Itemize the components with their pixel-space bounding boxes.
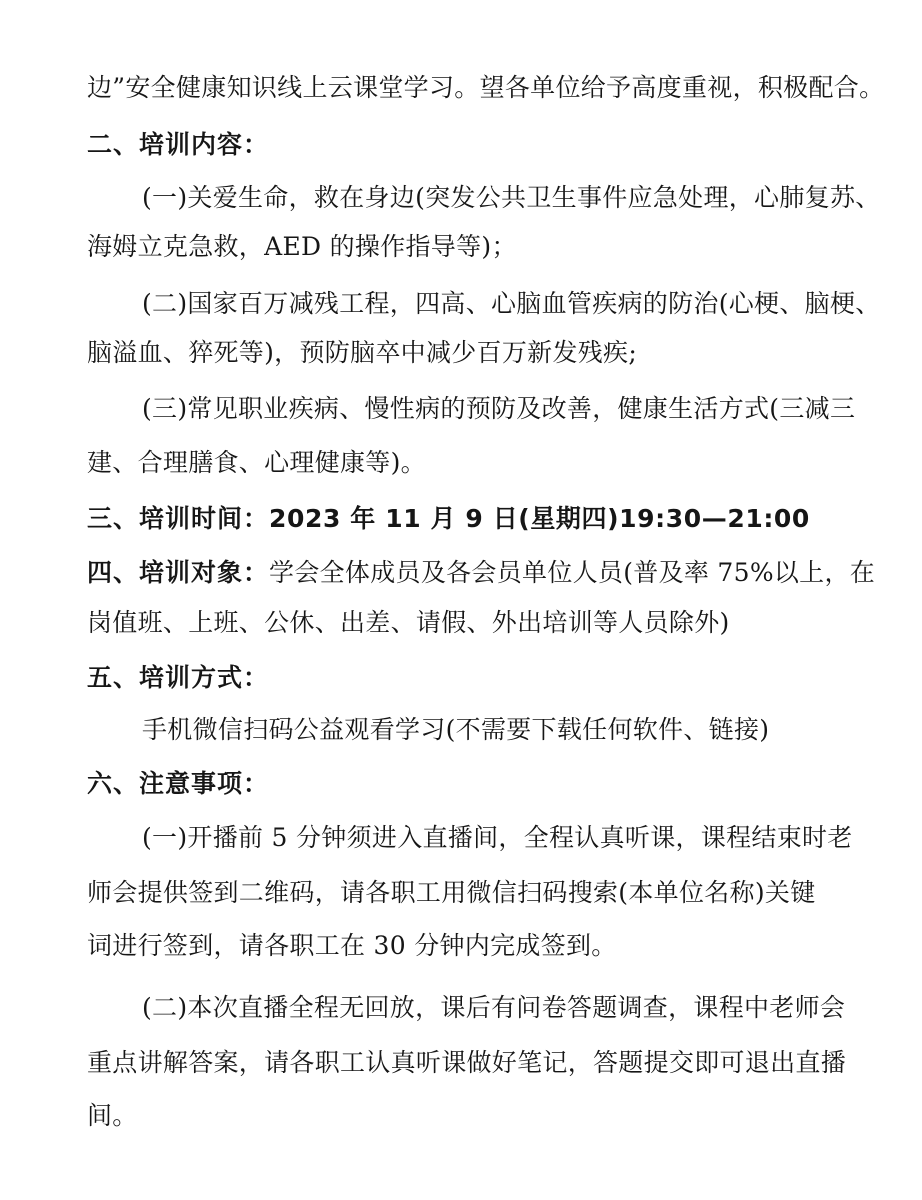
section-4-heading: 四、培训对象： [87,558,270,587]
intro-tail-text: 边”安全健康知识线上云课堂学习。望各单位给予高度重视，积极配合。 [87,73,885,102]
section-4-row [87,556,922,590]
section-2-item-2-line-2: 脑溢血、猝死等)，预防脑卒中减少百万新发残疾; [87,338,638,367]
section-6-item-2-line-3: 间。 [87,1101,138,1130]
section-3-row [87,502,922,536]
section-6-item-1-line-2: 师会提供签到二维码，请各职工用微信扫码搜索(本单位名称)关键 [87,878,816,907]
training-method-text: 手机微信扫码公益观看学习(不需要下载任何软件、链接) [142,715,770,744]
section-2-item-3-line-2: 建、合理膳食、心理健康等)。 [87,448,426,477]
section-6-item-1-line-1: (一)开播前 5 分钟须进入直播间，全程认真听课，课程结束时老 [142,823,853,852]
section-6-item-2-line-1: (二)本次直播全程无回放，课后有问卷答题调查，课程中老师会 [142,993,846,1022]
training-time-value: 2023 年 11 月 9 日(星期四)19:30—21:00 [269,504,810,533]
training-target-line-2: 岗值班、上班、公休、出差、请假、外出培训等人员除外) [87,608,730,637]
section-6-item-1-line-3: 词进行签到，请各职工在 30 分钟内完成签到。 [87,931,617,960]
section-2-item-1-line-1: (一)关爱生命，救在身边(突发公共卫生事件应急处理，心肺复苏、 [142,183,881,212]
section-6-heading: 六、注意事项： [87,769,270,798]
section-2-heading: 二、培训内容： [87,130,270,159]
training-target-line-1: 学会全体成员及各会员单位人员(普及率 75%以上，在 [269,558,876,587]
section-5-heading: 五、培训方式： [87,663,270,692]
section-2-item-1-line-2: 海姆立克急救，AED 的操作指导等)； [87,232,517,261]
section-3-heading: 三、培训时间： [87,504,270,533]
section-2-item-2-line-1: (二)国家百万减残工程，四高、心脑血管疾病的防治(心梗、脑梗、 [142,289,881,318]
section-2-item-3-line-1: (三)常见职业疾病、慢性病的预防及改善，健康生活方式(三减三 [142,394,856,423]
section-6-item-2-line-2: 重点讲解答案，请各职工认真听课做好笔记，答题提交即可退出直播 [87,1048,847,1077]
